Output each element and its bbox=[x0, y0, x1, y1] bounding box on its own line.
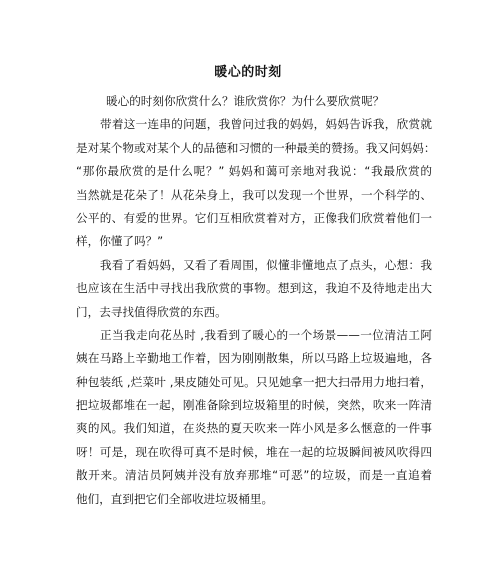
paragraph-line: 爽的风。我们知道，在炎热的夏天吹来一阵小风是多么惬意的一件事 bbox=[76, 421, 432, 436]
document-body bbox=[76, 90, 436, 511]
paragraph-line: 当然就是花朵了！从花朵身上，我可以发现一个世界，一个科学的、 bbox=[76, 187, 432, 202]
paragraph-line: “那你最欣赏的是什么呢？” 妈妈和蔼可亲地对我说：“我最欣赏的 bbox=[76, 164, 432, 179]
paragraph-line: 散开来。清洁员阿姨并没有放弃那堆“可恶”的垃圾，而是一直追着 bbox=[76, 468, 432, 483]
paragraph-line: 是对某个物或对某个人的品德和习惯的一种最美的赞扬。我又问妈妈： bbox=[76, 140, 436, 155]
paragraph-line: 暖心的时刻你欣赏什么？谁欣赏你？为什么要欣赏呢？ bbox=[106, 94, 385, 108]
document-title: 暖心的时刻 bbox=[214, 65, 282, 80]
paragraph-line: 样，你懂了吗？” bbox=[76, 234, 164, 249]
paragraph-line: 把垃圾都堆在一起，刚准备除到垃圾箱里的时候，突然，吹来一阵清 bbox=[76, 398, 432, 413]
paragraph-line: 种包装纸 ,烂菜叶 ,果皮随处可见。只见她拿一把大扫帚用力地扫着， bbox=[76, 374, 432, 389]
paragraph-line: 姨在马路上辛勤地工作着，因为刚刚散集，所以马路上垃圾遍地，各 bbox=[76, 351, 432, 366]
paragraph-line: 带着这一连串的问题，我曾问过我的妈妈，妈妈告诉我，欣赏就 bbox=[100, 117, 432, 132]
paragraph-line: 我看了看妈妈，又看了看周围，似懂非懂地点了点头，心想：我 bbox=[100, 257, 432, 272]
paragraph-line: 正当我走向花丛时 ,我看到了暖心的一个场景——一位清洁工阿 bbox=[100, 327, 432, 342]
paragraph-line: 呀！可是，现在吹得可真不是时候，堆在一起的垃圾瞬间被风吹得四 bbox=[76, 444, 432, 459]
paragraph-line: 也应该在生活中寻找出我欣赏的事物。想到这，我迫不及待地走出大 bbox=[76, 281, 432, 296]
paragraph-line: 公平的、有爱的世界。它们互相欣赏着对方，正像我们欣赏着他们一 bbox=[76, 210, 432, 225]
paragraph-line: 他们，直到把它们全部收进垃圾桶里。 bbox=[76, 491, 274, 506]
paragraph-line: 门，去寻找值得欣赏的东西。 bbox=[76, 304, 227, 319]
